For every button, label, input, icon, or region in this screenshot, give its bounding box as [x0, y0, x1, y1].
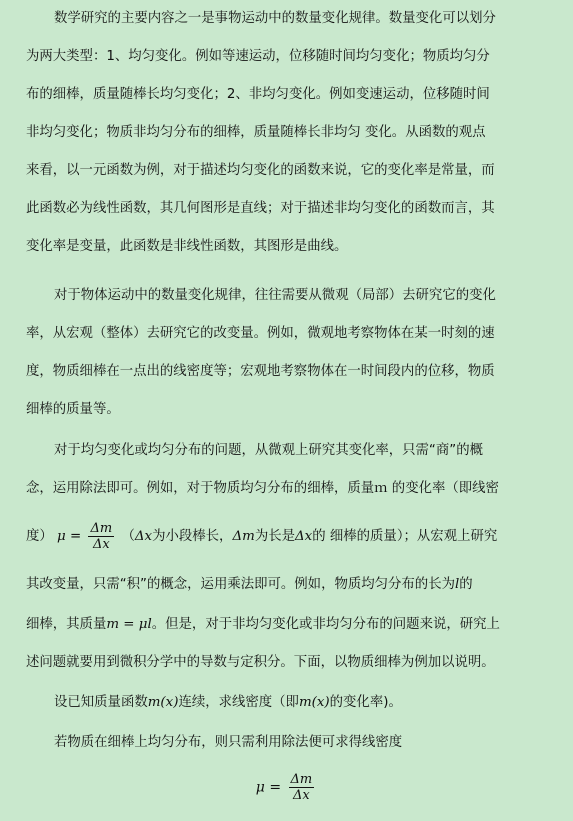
text-segment: 的变化率)。	[329, 695, 402, 710]
display-equation	[0, 772, 573, 803]
math-delta-x: Δx	[134, 529, 153, 544]
text-segment: 的	[459, 577, 473, 592]
fraction-numerator: Δm	[90, 520, 113, 536]
fraction-numerator: Δm	[290, 772, 313, 787]
paragraph-1-line-2: 为两大类型：1、均匀变化。例如等速运动，位移随时间均匀变化；物质均匀分	[26, 49, 490, 64]
equals-sign: =	[65, 529, 86, 544]
equals-sign: =	[264, 779, 286, 796]
paragraph-3-line-6: 述问题就要用到微积分学中的导数与定积分。下面，以物质细棒为例加以说明。	[26, 655, 495, 670]
paragraph-2-line-4: 细棒的质量等。	[26, 402, 120, 417]
paragraph-1-line-1: 数学研究的主要内容之一是事物运动中的数量变化规律。数量变化可以划分	[54, 11, 496, 26]
fraction-denominator: Δx	[92, 536, 110, 552]
mu-symbol: μ	[57, 529, 66, 544]
math-delta-x: Δx	[294, 529, 313, 544]
mu-symbol: μ	[255, 779, 265, 796]
fraction-delta-m-over-delta-x	[88, 521, 114, 552]
paragraph-2-line-1: 对于物体运动中的数量变化规律，往往需要从微观（局部）去研究它的变化	[54, 288, 496, 303]
paragraph-1-line-5: 来看，以一元函数为例，对于描述均匀变化的函数来说，它的变化率是常量，而	[26, 163, 495, 178]
paragraph-1-line-4: 非均匀变化；物质非均匀分布的细棒，质量随棒长非均匀 变化。从函数的观点	[26, 125, 486, 140]
paragraph-3-line-4	[26, 575, 547, 595]
paragraph-2-line-2: 率，从宏观（整体）去研究它的改变量。例如，微观地考察物体在某一时刻的速	[26, 326, 495, 341]
text-segment: （	[121, 529, 135, 544]
math-delta-m: Δm	[232, 529, 255, 544]
paragraph-5: 若物质在细棒上均匀分布，则只需利用除法便可求得线密度	[54, 735, 403, 750]
text-segment: 度）	[26, 529, 53, 544]
paragraph-4	[54, 693, 547, 713]
text-segment: 连续，求线密度（即	[178, 695, 299, 710]
text-segment: 为小段棒长，	[152, 529, 233, 544]
paragraph-2-line-3: 度，物质细棒在一点出的线密度等；宏观地考察物体在一时间段内的位移，物质	[26, 364, 495, 379]
paragraph-1-line-6: 此函数必为线性函数，其几何图形是直线；对于描述非均匀变化的函数而言，其	[26, 201, 495, 216]
fraction-denominator: Δx	[293, 788, 310, 803]
paragraph-3-line-2: 念，运用除法即可。例如，对于物质均匀分布的细棒，质量ｍ 的变化率（即线密	[26, 481, 499, 496]
math-m-equals-mu-l: m = μl	[106, 617, 152, 632]
paragraph-3-line-1: 对于均匀变化或均匀分布的问题，从微观上研究其变化率，只需“商”的概	[54, 443, 483, 458]
paragraph-1-line-7: 变化率是变量，此函数是非线性函数，其图形是曲线。	[26, 239, 348, 254]
text-segment: 的 细棒的质量）；从宏观上研究	[312, 529, 498, 544]
paragraph-3-line-3	[26, 517, 547, 557]
math-m-of-x: m(x)	[147, 695, 179, 710]
math-l: l	[454, 577, 460, 592]
text-segment: 设已知质量函数	[54, 695, 148, 710]
math-m-of-x: m(x)	[298, 695, 330, 710]
text-segment: 其改变量，只需“积”的概念，运用乘法即可。例如，物质均匀分布的长为	[26, 577, 455, 592]
text-segment: 。但是，对于非均匀变化或非均匀分布的问题来说，研究上	[151, 617, 500, 632]
paragraph-1-line-3: 布的细棒，质量随棒长均匀变化；2、非均匀变化。例如变速运动，位移随时间	[26, 87, 490, 102]
fraction-delta-m-over-delta-x	[289, 772, 315, 803]
text-segment: 细棒，其质量	[26, 617, 107, 632]
paragraph-3-line-5	[26, 615, 547, 635]
text-segment: 为长是	[254, 529, 295, 544]
